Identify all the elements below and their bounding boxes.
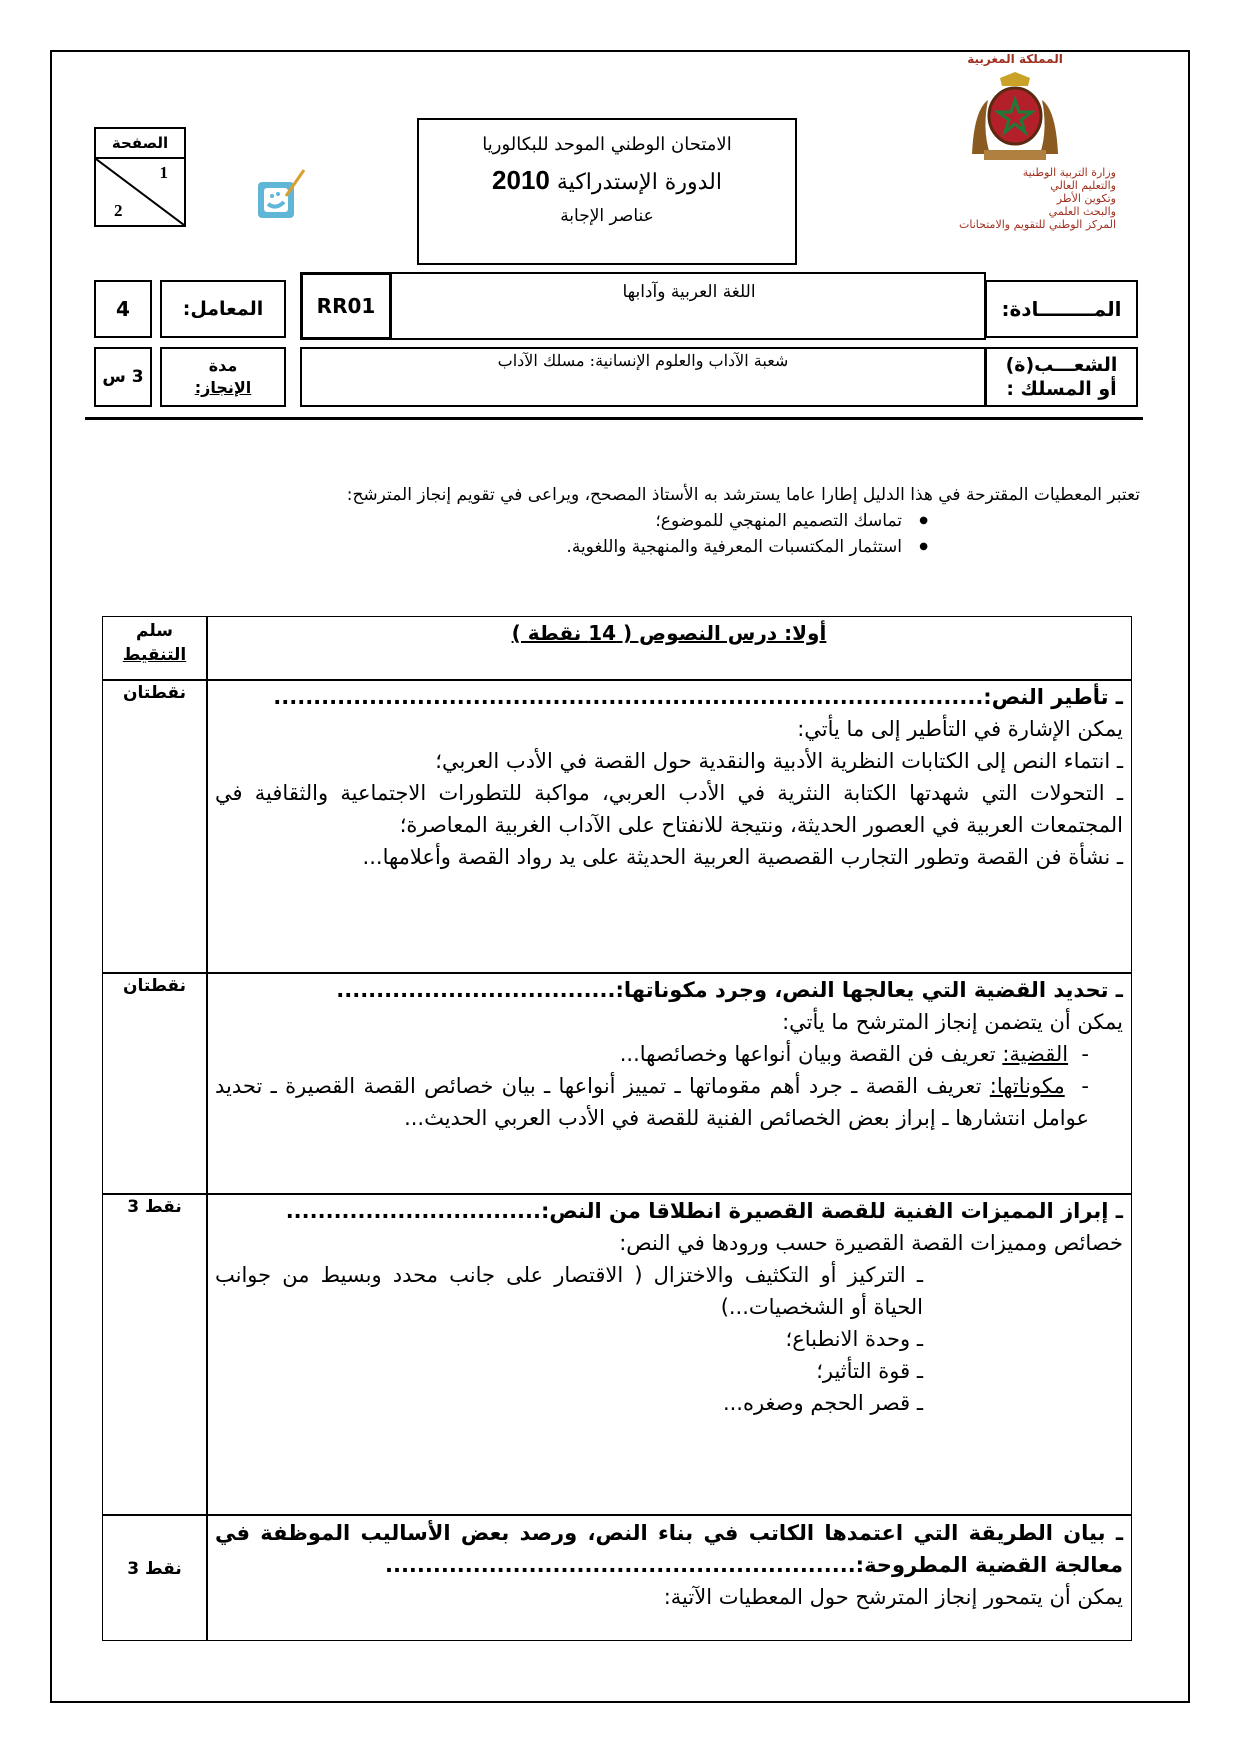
row-score: 3 نقط xyxy=(127,1559,182,1579)
subject-name: اللغة العربية وآدابها xyxy=(622,282,756,302)
page-label: الصفحة xyxy=(96,129,184,159)
header-underline xyxy=(85,417,1143,420)
bullet-item: ● استثمار المكتسبات المعرفية والمنهجية واللغوية. xyxy=(100,534,1140,560)
ministry-block xyxy=(880,52,1150,262)
diagonal-divider xyxy=(96,159,184,225)
exam-session: الدورة الإستدراكية 2010 xyxy=(492,165,722,195)
ministry-lines: وزارة التربية الوطنية والتعليم العالي وتكوين الأطر والبحث العلمي xyxy=(1022,166,1116,218)
kingdom-name: المملكة المغربية xyxy=(967,52,1063,66)
duration-value: 3 س xyxy=(94,347,152,407)
evaluation-center: المركز الوطني للتقويم والامتحانات xyxy=(959,218,1116,231)
branch-label: الشعـــب(ة) أو المسلك : xyxy=(985,347,1138,407)
answer-elements: عناصر الإجابة xyxy=(560,206,654,226)
row-content: ـ تأطير النص:......................................................................................... يمكن الإشارة في التأطير إلى ما يأتي: ـ انتماء النص إلى الكتابات النظرية الأدبية والنقدية حول القصة في الأدب العربي؛ ـ التحولات التي شهدتها الكتابة النثرية في الأدب العربي، مواكبة للتطورات الاجتماعية والثقافية في المجتمعات العربية في العصور الحديثة، ونتيجة للانفتاح على الآداب الغربية المعاصرة؛ ـ نشأة فن القصة وتطور التجارب القصصية العربية الحديثة على يد رواد القصة وأعلامها... xyxy=(215,681,1123,873)
intro-bullets xyxy=(100,508,1140,560)
row-title: ـ بيان الطريقة التي اعتمدها الكاتب في بناء النص، ورصد بعض الأساليب الموظفة في معالجة القضية المطروحة:........................................................... xyxy=(215,1521,1123,1577)
score-column-header: سلم التنقيط xyxy=(122,621,187,665)
intro-text: تعتبر المعطيات المقترحة في هذا الدليل إطارا عاما يسترشد به الأستاذ المصحح، ويراعى في تقويم إنجاز المترشح: xyxy=(346,485,1140,505)
row-title: ـ تأطير النص:......................................................................................... xyxy=(273,685,1123,709)
row-content: ـ بيان الطريقة التي اعتمدها الكاتب في بناء النص، ورصد بعض الأساليب الموظفة في معالجة القضية المطروحة:........................................................... يمكن أن يتمحور إنجاز المترشح حول المعطيات الآتية: xyxy=(215,1517,1123,1613)
intro-section xyxy=(100,482,1140,560)
row-content: ـ تحديد القضية التي يعالجها النص، وجرد مكوناتها:................................... يمكن أن يتضمن إنجاز المترشح ما يأتي: - القضية: تعريف فن القصة وبيان أنواعها وخصائصها... - مكوناتها: تعريف القصة ـ جرد أهم مقوماتها ـ تمييز أنواعها ـ بيان خصائص القصة القصيرة ـ تحديد عوامل انتشارها ـ إبراز بعض الخصائص الفنية للقصة في الأدب العربي الحديث... xyxy=(215,974,1123,1134)
section-title: أولا: درس النصوص ( 14 نقطة ) xyxy=(511,621,827,645)
row-score: نقطتان xyxy=(122,683,186,703)
row-title: ـ إبراز المميزات الفنية للقصة القصيرة انطلاقا من النص:................................ xyxy=(285,1199,1123,1223)
coat-of-arms-icon xyxy=(960,70,1070,162)
bullet-item: ● تماسك التصميم المنهجي للموضوع؛ xyxy=(100,508,1140,534)
page-total: 2 xyxy=(114,201,123,220)
coefficient-label: المعامل: xyxy=(160,280,286,338)
exam-header xyxy=(417,118,797,265)
row-score: نقطتان xyxy=(122,976,186,996)
center-logo-icon xyxy=(256,166,312,226)
row-content: ـ إبراز المميزات الفنية للقصة القصيرة انطلاقا من النص:................................ خصائص ومميزات القصة القصيرة حسب ورودها في النص: ـ التركيز أو التكثيف والاختزال ( الاقتصار على جانب محدد وبسيط من جوانب الحياة أو الشخصيات...) ـ وحدة الانطباع؛ ـ قوة التأثير؛ ـ قصر الحجم وصغره... xyxy=(215,1195,1123,1419)
page-current: 1 xyxy=(159,163,168,182)
row-title: ـ تحديد القضية التي يعالجها النص، وجرد مكوناتها:................................... xyxy=(336,978,1123,1002)
branch-name: شعبة الآداب والعلوم الإنسانية: مسلك الآداب xyxy=(497,351,789,370)
subject-label: المــــــــادة: xyxy=(985,280,1138,338)
grading-table xyxy=(102,616,1132,1641)
subject-code: RR01 xyxy=(300,272,392,340)
exam-title: الامتحان الوطني الموحد للبكالوريا xyxy=(482,134,732,155)
duration-label: مدة الإنجاز: xyxy=(160,347,286,407)
row-score: 3 نقط xyxy=(127,1197,182,1217)
coefficient-value: 4 xyxy=(94,280,152,338)
page-number-box xyxy=(94,127,186,227)
